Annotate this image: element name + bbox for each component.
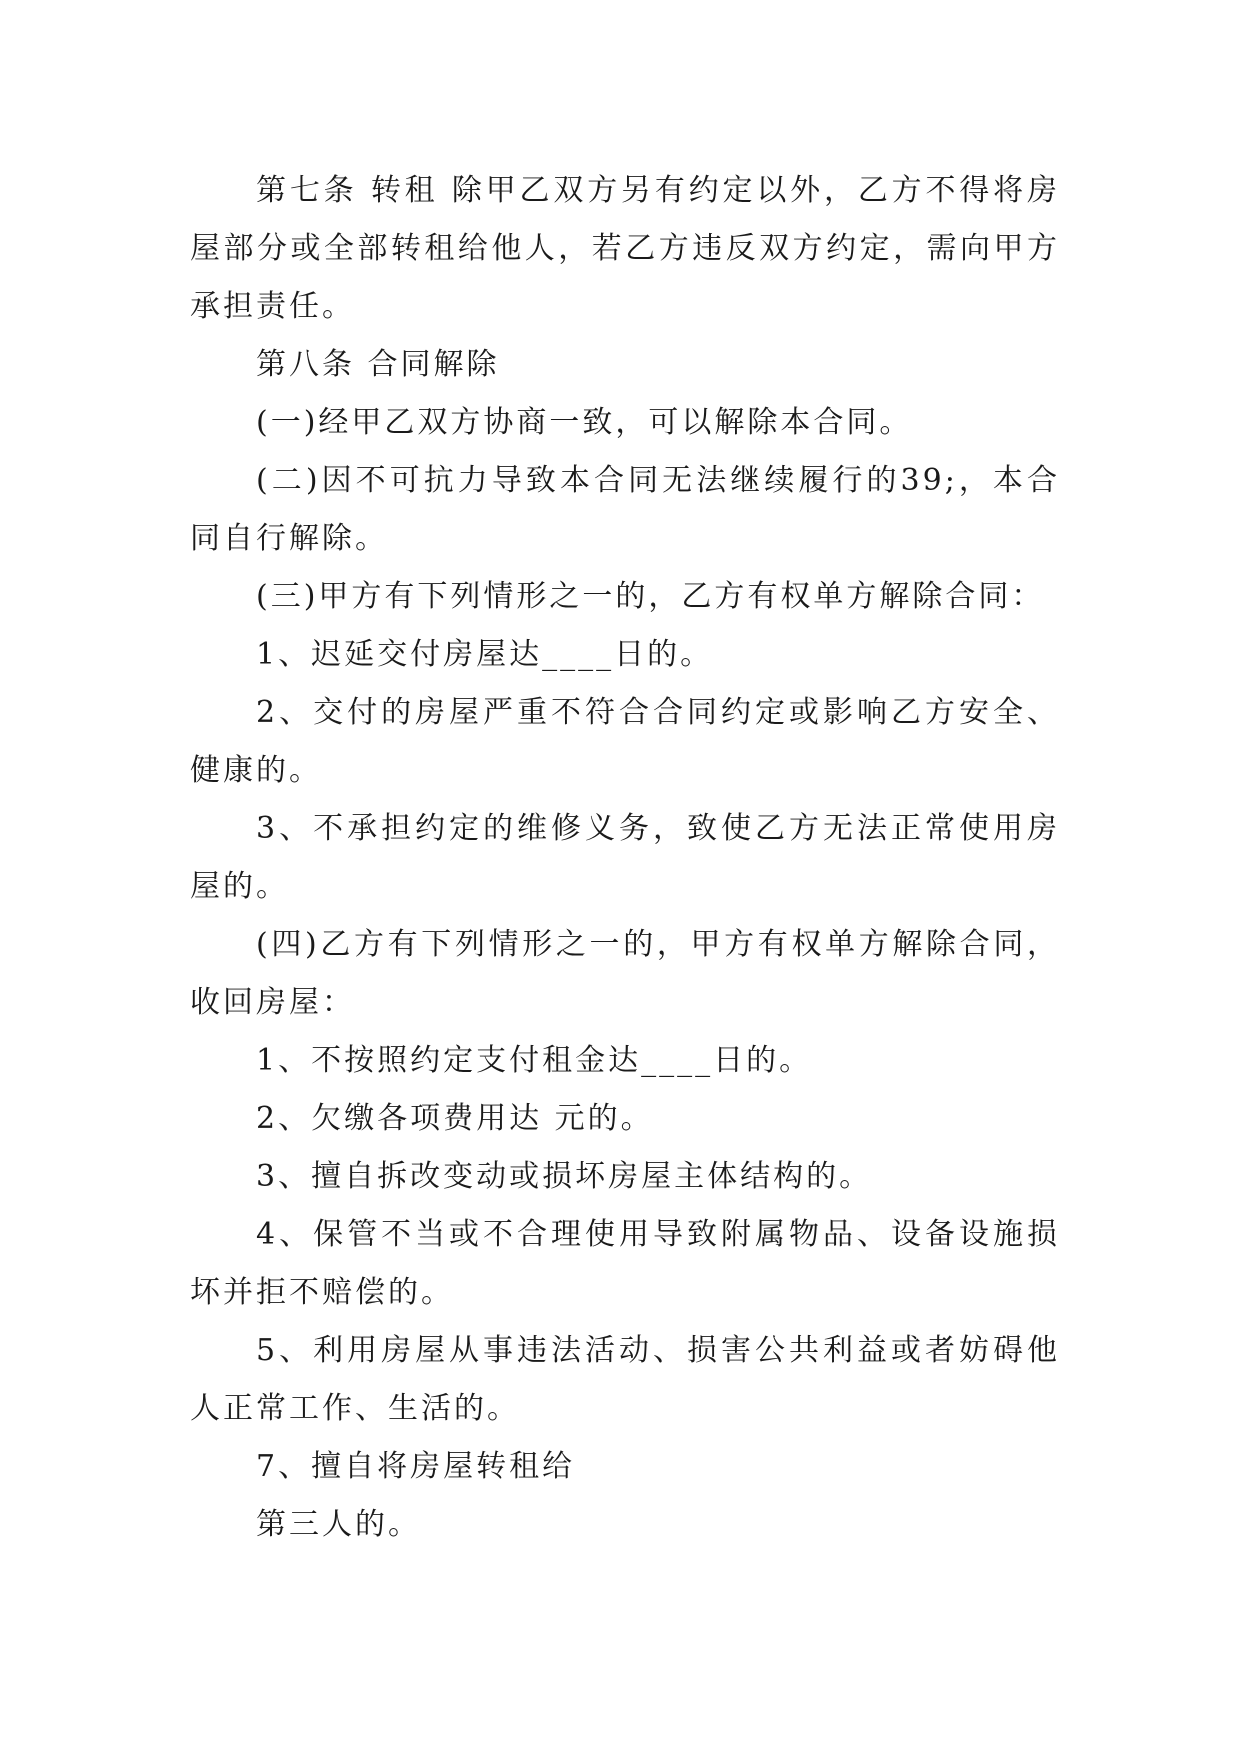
paragraph-clause-4-item-2: 2、欠缴各项费用达 元的。 <box>256 1101 654 1136</box>
paragraph-clause-4-item-4: 4、保管不当或不合理使用导致附属物品、设备设施损坏并拒不赔偿的。 <box>190 1217 1060 1310</box>
paragraph-clause-2: (二)因不可抗力导致本合同无法继续履行的39;，本合同自行解除。 <box>190 463 1060 556</box>
document-body <box>190 162 1060 1554</box>
paragraph-clause-3: (三)甲方有下列情形之一的，乙方有权单方解除合同： <box>256 579 1045 614</box>
paragraph-clause-4: (四)乙方有下列情形之一的，甲方有权单方解除合同，收回房屋： <box>190 927 1060 1020</box>
paragraph-clause-3-item-2: 2、交付的房屋严重不符合合同约定或影响乙方安全、健康的。 <box>190 695 1060 788</box>
paragraph-clause-4-item-3: 3、擅自拆改变动或损坏房屋主体结构的。 <box>256 1159 873 1194</box>
paragraph-clause-3-item-3: 3、不承担约定的维修义务，致使乙方无法正常使用房屋的。 <box>190 811 1060 904</box>
paragraph-clause-1: (一)经甲乙双方协商一致，可以解除本合同。 <box>256 405 913 440</box>
paragraph-article-8-heading: 第八条 合同解除 <box>256 347 500 382</box>
paragraph-article-7-sublease: 第七条 转租 除甲乙双方另有约定以外，乙方不得将房屋部分或全部转租给他人，若乙方违反双方约定，需向甲方承担责任。 <box>190 173 1060 324</box>
paragraph-clause-4-item-7: 7、擅自将房屋转租给 <box>256 1449 576 1484</box>
paragraph-clause-4-item-7-cont: 第三人的。 <box>256 1507 421 1542</box>
paragraph-clause-4-item-5: 5、利用房屋从事违法活动、损害公共利益或者妨碍他人正常工作、生活的。 <box>190 1333 1060 1426</box>
paragraph-clause-4-item-1: 1、不按照约定支付租金达____日的。 <box>256 1043 813 1078</box>
paragraph-clause-3-item-1: 1、迟延交付房屋达____日的。 <box>256 637 714 672</box>
